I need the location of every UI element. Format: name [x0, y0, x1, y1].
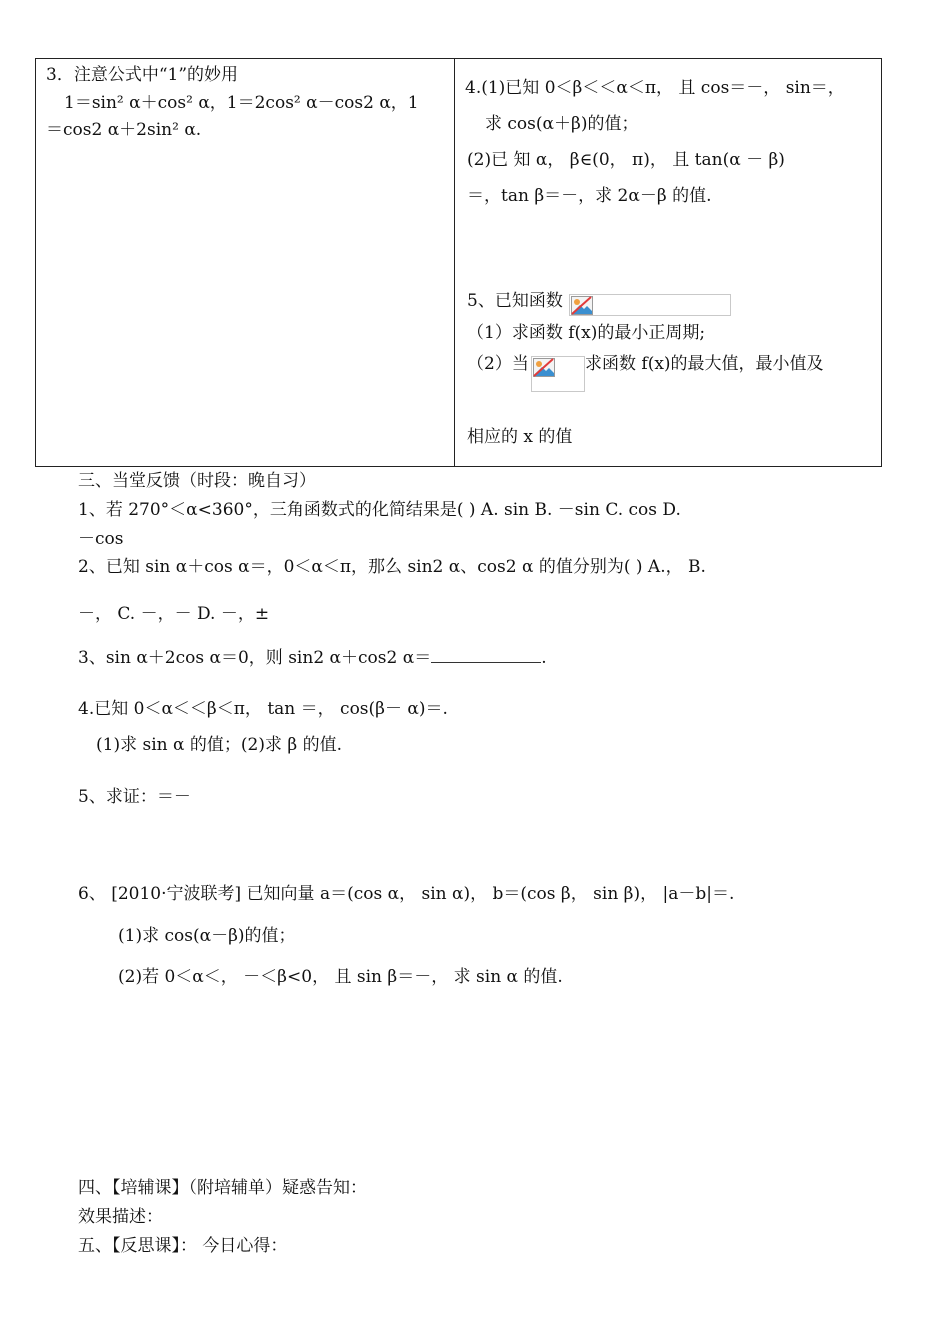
s3-q4-line2: (1)求 sin α 的值；(2)求 β 的值.	[96, 735, 343, 755]
formula-image-placeholder	[569, 294, 731, 316]
right-q4-line4: ＝，tan β＝－，求 2α－β 的值.	[467, 186, 712, 206]
s3-q1-line2: －cos	[78, 529, 124, 549]
right-q5-title: 5、已知函数	[467, 291, 563, 311]
section4-heading: 四、【培辅课】（附培辅单）疑惑告知：	[78, 1178, 367, 1198]
broken-image-icon	[533, 358, 555, 377]
s3-q6-line3: (2)若 0＜α＜， －＜β<0， 且 sin β＝－， 求 sin α 的值.	[118, 967, 563, 987]
s3-q2-line2: －， C. －，－ D. －，±	[78, 604, 270, 624]
section3-heading: 三、当堂反馈（时段：晚自习）	[78, 471, 316, 491]
left-cell-line1: 1＝sin² α＋cos² α，1＝2cos² α－cos2 α，1	[64, 93, 419, 113]
s3-q5: 5、求证：＝－	[78, 787, 191, 807]
s3-q3-prefix: 3、sin α＋2cos α＝0，则 sin2 α＋cos2 α＝	[78, 648, 432, 668]
s3-q3-suffix: .	[541, 648, 547, 668]
right-q5-line3: 相应的 x 的值	[467, 427, 573, 447]
right-q4-line1: 4.(1)已知 0＜β＜＜α＜π， 且 cos＝－， sin＝，	[465, 78, 845, 98]
condition-image-placeholder	[531, 356, 585, 392]
right-q5-line2a: （2）当	[467, 354, 529, 374]
table-left-cell	[36, 59, 455, 467]
left-cell-line2: ＝cos2 α＋2sin² α.	[46, 120, 202, 140]
right-q4-line2: 求 cos(α＋β)的值；	[485, 114, 639, 134]
s3-q2-line1: 2、已知 sin α＋cos α＝，0＜α＜π，那么 sin2 α、cos2 α 的值分别为( ) A.， B.	[78, 557, 706, 577]
exercise-table	[35, 58, 882, 467]
broken-image-icon	[571, 296, 593, 315]
right-q5-line1: （1）求函数 f(x)的最小正周期;	[467, 323, 706, 343]
section5-heading: 五、【反思课】： 今日心得：	[78, 1236, 288, 1256]
right-q4-line3: (2)已 知 α， β∈(0， π)， 且 tan(α － β)	[467, 150, 785, 170]
table-right-cell	[455, 59, 882, 467]
s3-q6-line1: 6、 [2010·宁波联考] 已知向量 a＝(cos α， sin α)， b＝(cos β， sin β)， |a－b|＝.	[78, 884, 735, 904]
answer-blank	[431, 648, 541, 663]
s3-q6-line2: (1)求 cos(α－β)的值；	[118, 926, 296, 946]
right-q5-line2b: 求函数 f(x)的最大值，最小值及	[585, 354, 824, 374]
s3-q1-line1: 1、若 270°＜α<360°，三角函数式的化简结果是( ) A. sin B. －sin C. cos D.	[78, 500, 681, 520]
s3-q4-line1: 4.已知 0＜α＜＜β＜π， tan ＝， cos(β－ α)＝.	[78, 699, 448, 719]
left-cell-title: 3．注意公式中“1”的妙用	[46, 65, 239, 85]
s3-q3	[78, 648, 547, 667]
section4-line2: 效果描述：	[78, 1207, 163, 1227]
